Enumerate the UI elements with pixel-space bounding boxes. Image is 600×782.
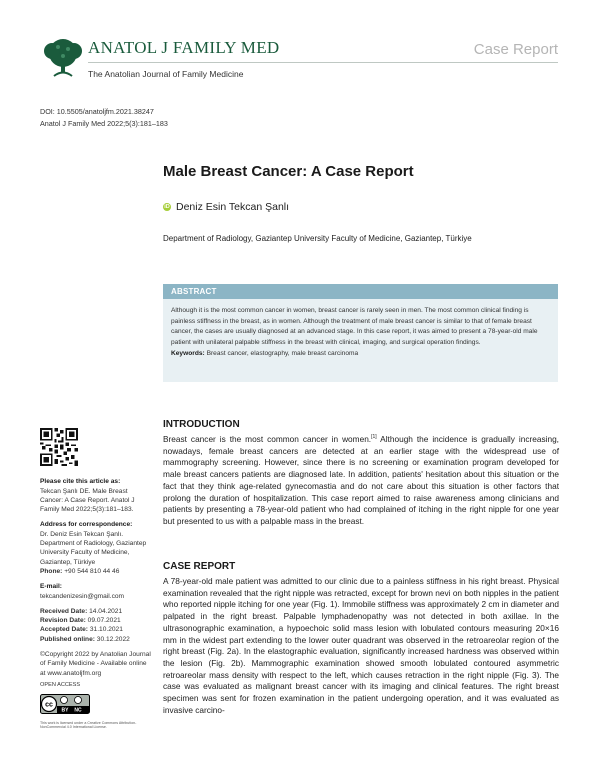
date-row bbox=[40, 616, 152, 625]
article-title: Male Breast Cancer: A Case Report bbox=[163, 163, 414, 180]
creative-commons-badge-icon[interactable] bbox=[40, 694, 90, 714]
dates-block bbox=[40, 607, 152, 644]
journal-logo-tree-icon bbox=[40, 38, 86, 78]
license-text: This work is licensed under a Creative Commons Attribution-NonCommercial 4.0 International License. bbox=[40, 720, 137, 730]
keywords-label: Keywords: bbox=[171, 350, 205, 358]
introduction-text bbox=[163, 434, 559, 528]
date-label: Accepted Date: bbox=[40, 626, 89, 634]
cc-nc-label: NC bbox=[74, 707, 82, 714]
phone-value: +90 544 810 44 46 bbox=[64, 567, 120, 575]
keywords bbox=[163, 348, 558, 357]
author-name: Deniz Esin Tekcan Şanlı bbox=[176, 201, 290, 213]
date-row bbox=[40, 635, 152, 644]
case-report-heading: CASE REPORT bbox=[163, 561, 236, 572]
date-label: Published online: bbox=[40, 635, 95, 643]
journal-name: ANATOL J FAMILY MED bbox=[88, 38, 280, 57]
qr-code-icon[interactable] bbox=[40, 428, 78, 466]
reference-link[interactable]: [1] bbox=[371, 434, 377, 441]
abstract-text: Although it is the most common cancer in women, breast cancer is rarely seen in men. The most common clinical finding is painless stiffness in the breast, as in women. Although the treatment of male breast cancer is similar to that of female breast cancer, the cases are usually diagnosed at an advanced stage. In this case report, it was aimed to present a 78-year-old male patient with unilateral palpable stiffness in the breast with clinical, imaging, and surgical operation findings. bbox=[171, 307, 538, 346]
citation-line: Anatol J Family Med 2022;5(3):181–183 bbox=[40, 119, 168, 128]
sidebar bbox=[40, 428, 152, 730]
open-access-label: OPEN ACCESS bbox=[40, 681, 81, 688]
keywords-value: Breast cancer, elastography, male breast carcinoma bbox=[206, 350, 359, 358]
abstract-heading: ABSTRACT bbox=[163, 284, 558, 299]
introduction-heading: INTRODUCTION bbox=[163, 419, 240, 430]
date-row bbox=[40, 607, 152, 616]
orcid-icon[interactable]: iD bbox=[164, 204, 170, 210]
author-row bbox=[163, 201, 289, 213]
intro-text-rest: Although the incidence is gradually increasing, nowadays, female breast cancers are detected at an earlier stage with the widespread use of mammography screening. However, since there is no screening or examination program developed for male breast cancers patients are diagnosed late. In addition, patients' hesitation about this situation or the fact that they think age-related gynecomastia and do not care about this situation is other factors that prolong the duration of hospitalization. This case report aimed to raise awareness among clinicians and patients by presenting a 78-year-old patient who had complained of itching in the right nipple for one year but presented to us with a palpable mass in the breast. bbox=[163, 434, 559, 526]
cite-block bbox=[40, 477, 152, 514]
affiliation: Department of Radiology, Gaziantep University Faculty of Medicine, Gaziantep, Türkiye bbox=[163, 234, 472, 243]
abstract-box bbox=[163, 284, 558, 382]
cite-text: Tekcan Şanlı DE. Male Breast Cancer: A Case Report. Anatol J Family Med 2022;5(3):181–183. bbox=[40, 487, 135, 514]
cc-by-label: BY bbox=[61, 707, 69, 714]
email-block bbox=[40, 582, 152, 601]
cc-label: cc bbox=[45, 701, 53, 709]
cite-heading: Please cite this article as: bbox=[40, 478, 121, 486]
phone-label: Phone: bbox=[40, 567, 63, 575]
date-row bbox=[40, 625, 152, 634]
date-value: 31.10.2021 bbox=[89, 626, 123, 634]
date-value: 14.04.2021 bbox=[89, 607, 123, 615]
doi[interactable]: DOI: 10.5505/anatoljfm.2021.38247 bbox=[40, 107, 154, 116]
phone-row bbox=[40, 567, 152, 576]
date-value: 09.07.2021 bbox=[87, 617, 121, 625]
case-report-text: A 78-year-old male patient was admitted to our clinic due to a painless stiffness in his right breast. Physical examination revealed that the right nipple was retracted, except for brown nevi on both nipples in the patient who reported nipple itching for one year (Fig. 1). Immobile stiffness was approximately 2 cm in diameter and palpated in the right breast. Palpable lymphadenopathy was not detected in both axillae. In the ultrasonographic examination, a hypoechoic solid mass lesion with lobulated contours measuring 20×16 mm in the widest part extending to the lower outer quadrant was observed in the retroareolar region of the right breast (Fig. 2a). In the elastographic evaluation, significantly increased hardness was observed within the lesion (Fig. 2b). Mammographic examination showed smooth lobulated contoured asymmetric retroareolar mass density with respect to the left, which causes retraction in the right nipple (Fig. 3). The case was evaluated as malignant breast cancer with its imaging and clinical features. The right breast specimen was sent for frozen examination in the patient undergoing operation, and it was evaluated as invasive carcino- bbox=[163, 576, 559, 715]
intro-text-start: Breast cancer is the most common cancer in women. bbox=[163, 434, 372, 444]
correspondence-heading: Address for correspondence: bbox=[40, 521, 133, 529]
correspondence-block bbox=[40, 520, 152, 576]
email-value[interactable]: tekcandenizesin@gmail.com bbox=[40, 592, 125, 600]
email-label: E-mail: bbox=[40, 583, 62, 591]
date-label: Revision Date: bbox=[40, 617, 86, 625]
date-label: Received Date: bbox=[40, 607, 88, 615]
header-rule bbox=[88, 62, 558, 63]
journal-subtitle: The Anatolian Journal of Family Medicine bbox=[88, 69, 244, 79]
article-type-label: Case Report bbox=[473, 41, 558, 58]
date-value: 30.12.2022 bbox=[96, 635, 130, 643]
copyright-text: ©Copyright 2022 by Anatolian Journal of Family Medicine - Available online at www.anatoljfm.org bbox=[40, 651, 151, 677]
correspondence-text: Dr. Deniz Esin Tekcan Şanlı. Department of Radiology, Gaziantep University Faculty of Medicine, Gaziantep, Türkiye bbox=[40, 530, 147, 566]
